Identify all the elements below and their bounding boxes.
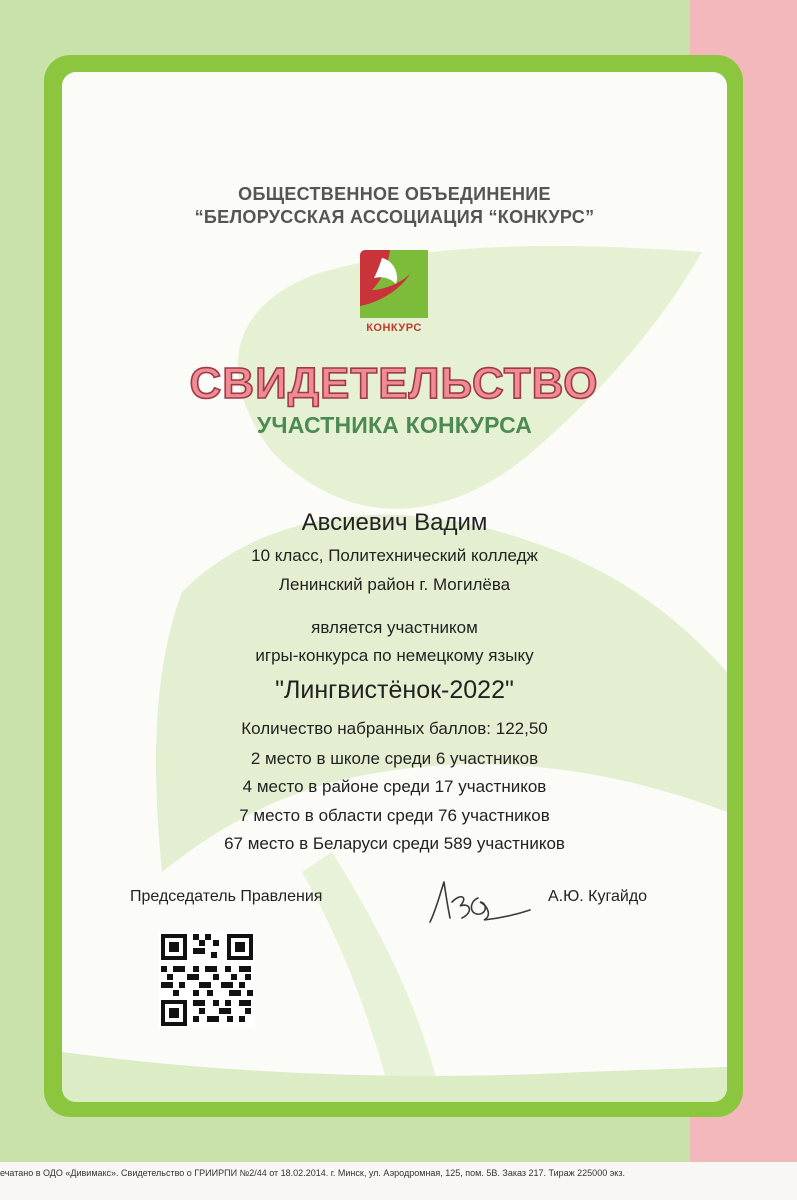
result-country: 67 место в Беларуси среди 589 участников	[224, 834, 565, 853]
logo-emblem-icon	[360, 250, 428, 318]
printer-imprint: ечатано в ОДО «Дивимакс». Свидетельство о ГРИИРПИ №2/44 от 18.02.2014. г. Минск, ул. Аэродромная, 125, пом. 5В. Заказ 217. Тираж 225000 экз.	[0, 1168, 625, 1178]
chairman-name: А.Ю. Кугайдо	[548, 888, 648, 905]
result-school: 2 место в школе среди 6 участников	[250, 749, 539, 768]
statement-line-2: игры-конкурса по немецкому языку	[255, 646, 534, 665]
logo-text: КОНКУРС	[366, 322, 422, 334]
qr-code	[159, 932, 255, 1028]
certificate-subtitle: УЧАСТНИКА КОНКУРСА	[256, 412, 533, 438]
participant-district: Ленинский район г. Могилёва	[278, 575, 511, 594]
certificate-panel	[62, 72, 727, 1102]
result-score: Количество набранных баллов: 122,50	[241, 719, 548, 738]
certificate-title-text: СВИДЕТЕЛЬСТВО	[189, 359, 599, 408]
participant-class-school: 10 класс, Политехнический колледж	[251, 546, 538, 565]
chairman-position: Председатель Правления	[130, 888, 323, 905]
handwritten-signature	[422, 872, 532, 932]
participant-name: Авсиевич Вадим	[301, 509, 488, 536]
certificate-title	[62, 354, 727, 410]
result-district: 4 место в районе среди 17 участников	[242, 777, 547, 796]
konkurs-logo	[356, 250, 432, 340]
organization-line-1: ОБЩЕСТВЕННОЕ ОБЪЕДИНЕНИЕ	[238, 184, 551, 204]
contest-name: "Лингвистёнок-2022"	[275, 676, 514, 704]
result-region: 7 место в области среди 76 участников	[239, 806, 550, 825]
organization-line-2: “БЕЛОРУССКАЯ АССОЦИАЦИЯ “КОНКУРС”	[194, 207, 595, 227]
statement-line-1: является участником	[311, 618, 478, 637]
